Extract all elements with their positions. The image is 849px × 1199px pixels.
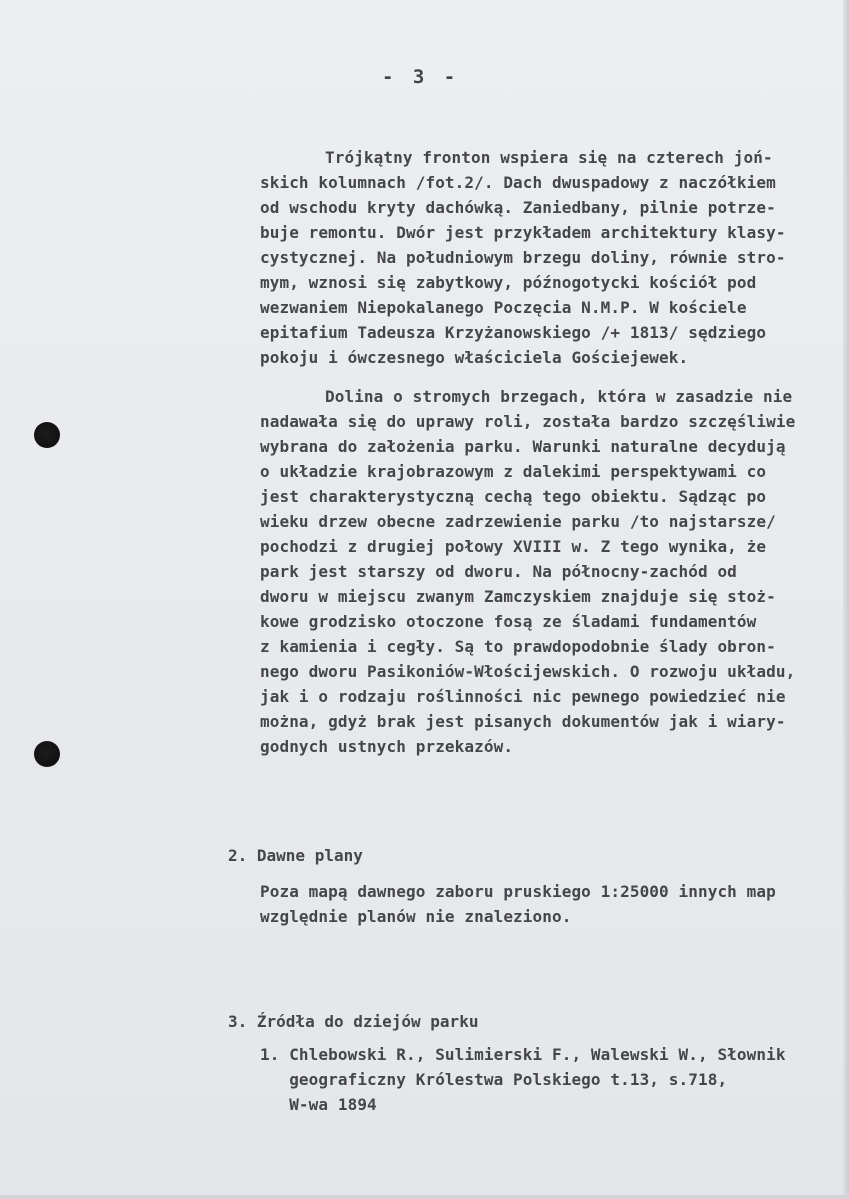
- bibliography-entry: W-wa 1894: [260, 1095, 377, 1114]
- text-line: nadawała się do uprawy roli, została bardzo szczęśliwie: [260, 412, 796, 431]
- text-line: park jest starszy od dworu. Na północny-zachód od: [260, 562, 737, 581]
- page-edge-shadow: [843, 0, 849, 1199]
- text-line: godnych ustnych przekazów.: [260, 737, 514, 756]
- text-line: pochodzi z drugiej połowy XVIII w. Z tego wynika, że: [260, 537, 767, 556]
- bibliography-entry: geograficzny Królestwa Polskiego t.13, s.718,: [260, 1070, 728, 1089]
- page-bottom-edge: [0, 1195, 849, 1199]
- text-line: buje remontu. Dwór jest przykładem architektury klasy-: [260, 223, 786, 242]
- punch-hole-bottom: [34, 741, 60, 767]
- text-line: wieku drzew obecne zadrzewienie parku /to najstarsze/: [260, 512, 776, 531]
- text-line: nego dworu Pasikoniów-Włościjewskich. O rozwoju układu,: [260, 662, 796, 681]
- punch-hole-top: [34, 422, 60, 448]
- text-line: o układzie krajobrazowym z dalekimi perspektywami co: [260, 462, 767, 481]
- text-line: cystycznej. Na południowym brzegu doliny, równie stro-: [260, 248, 786, 267]
- page-number: - 3 -: [382, 66, 460, 88]
- text-line: dworu w miejscu zwanym Zamczyskiem znajduje się stoż-: [260, 587, 776, 606]
- text-line: można, gdyż brak jest pisanych dokumentów jak i wiary-: [260, 712, 786, 731]
- text-line: epitafium Tadeusza Krzyżanowskiego /+ 1813/ sędziego: [260, 323, 767, 342]
- section-heading: 2. Dawne plany: [228, 846, 363, 865]
- text-line: skich kolumnach /fot.2/. Dach dwuspadowy z naczółkiem: [260, 173, 776, 192]
- text-line: wybrana do założenia parku. Warunki naturalne decydują: [260, 437, 786, 456]
- text-line: Dolina o stromych brzegach, która w zasadzie nie: [325, 387, 793, 406]
- text-line: Trójkątny fronton wspiera się na czterech joń-: [325, 148, 773, 167]
- text-line: mym, wznosi się zabytkowy, późnogotycki kościół pod: [260, 273, 757, 292]
- text-line: od wschodu kryty dachówką. Zaniedbany, pilnie potrze-: [260, 198, 776, 217]
- text-line: kowe grodzisko otoczone fosą ze śladami fundamentów: [260, 612, 757, 631]
- section-heading: 3. Źródła do dziejów parku: [228, 1012, 479, 1031]
- text-line: Poza mapą dawnego zaboru pruskiego 1:25000 innych map: [260, 882, 776, 901]
- text-line: jest charakterystyczną cechą tego obiektu. Sądząc po: [260, 487, 767, 506]
- text-line: wezwaniem Niepokalanego Poczęcia N.M.P. W kościele: [260, 298, 747, 317]
- text-line: względnie planów nie znaleziono.: [260, 907, 572, 926]
- bibliography-entry: 1. Chlebowski R., Sulimierski F., Walewski W., Słownik: [260, 1045, 786, 1064]
- text-line: pokoju i ówczesnego właściciela Gościejewek.: [260, 348, 689, 367]
- text-line: jak i o rodzaju roślinności nic pewnego powiedzieć nie: [260, 687, 786, 706]
- text-line: z kamienia i cegły. Są to prawdopodobnie ślady obron-: [260, 637, 776, 656]
